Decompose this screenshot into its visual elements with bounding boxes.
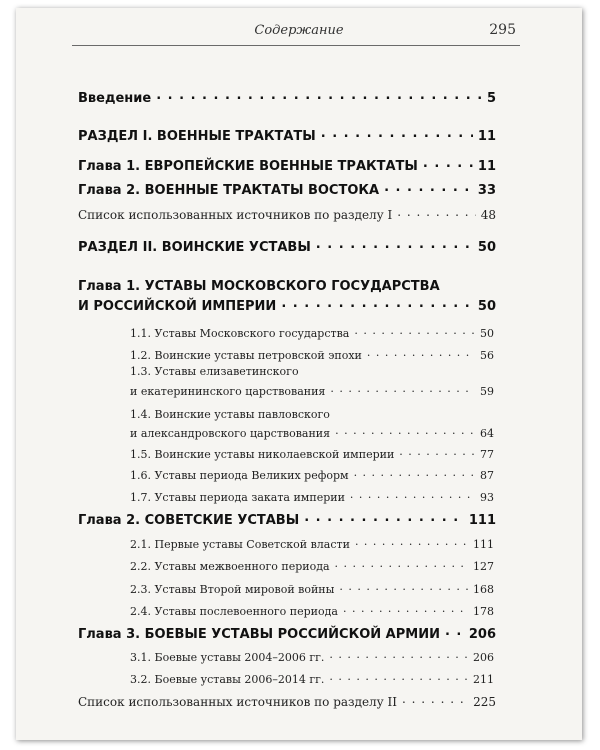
toc-subentry-2-4 bbox=[130, 603, 494, 621]
toc-subentry-1-3 bbox=[130, 383, 494, 401]
toc-entry-page: 77 bbox=[480, 448, 494, 461]
dot-leader bbox=[354, 464, 475, 478]
toc-entry-page: 59 bbox=[480, 385, 494, 398]
toc-subentry-2-3 bbox=[130, 581, 494, 599]
toc-entry-title: и екатерининского царствования bbox=[130, 385, 326, 398]
dot-leader bbox=[423, 155, 473, 169]
toc-subentry-1-6 bbox=[130, 467, 494, 485]
dot-leader bbox=[402, 690, 468, 704]
toc-subentry-1-1 bbox=[130, 325, 494, 343]
toc-entry-title: Глава 1. ЕВРОПЕЙСКИЕ ВОЕННЫЕ ТРАКТАТЫ bbox=[78, 159, 418, 174]
toc-entry-title: 1.7. Уставы периода заката империи bbox=[130, 491, 345, 504]
toc-entry-sources-2 bbox=[78, 693, 496, 711]
dot-leader bbox=[330, 380, 475, 394]
dot-leader bbox=[350, 486, 475, 500]
page-number: 295 bbox=[489, 22, 516, 38]
dot-leader bbox=[304, 509, 464, 523]
toc-entry-page: 87 bbox=[480, 469, 494, 482]
toc-entry-title: И РОССИЙСКОЙ ИМПЕРИИ bbox=[78, 299, 277, 314]
toc-entry-page: 64 bbox=[480, 427, 494, 440]
toc-entry-intro bbox=[78, 90, 496, 108]
toc-entry-title: Список использованных источников по разделу I bbox=[78, 208, 393, 222]
toc-entry-title: Список использованных источников по разделу II bbox=[78, 695, 398, 709]
toc-subentry-3-1 bbox=[130, 649, 494, 667]
toc-entry-title: Введение bbox=[78, 91, 152, 106]
toc-entry-chapter-1-2 bbox=[78, 182, 496, 200]
toc-entry-chapter-2-1 bbox=[78, 298, 496, 316]
toc-entry-title: 3.1. Боевые уставы 2004–2006 гг. bbox=[130, 651, 325, 664]
toc-entry-page: 225 bbox=[473, 695, 496, 709]
book-page bbox=[16, 8, 582, 740]
toc-entry-title: 2.2. Уставы межвоенного периода bbox=[130, 560, 330, 573]
toc-entry-sources-1 bbox=[78, 206, 496, 224]
toc-entry-section-2 bbox=[78, 239, 496, 257]
toc-entry-title: 1.6. Уставы периода Великих реформ bbox=[130, 469, 349, 482]
header-title: Содержание bbox=[254, 23, 344, 38]
toc-entry-chapter-1-1 bbox=[78, 158, 496, 176]
toc-entry-title: РАЗДЕЛ I. ВОЕННЫЕ ТРАКТАТЫ bbox=[78, 129, 316, 144]
toc-entry-page: 206 bbox=[468, 627, 496, 642]
toc-entry-page: 211 bbox=[473, 673, 494, 686]
toc-entry-title: Глава 2. СОВЕТСКИЕ УСТАВЫ bbox=[78, 513, 300, 528]
dot-leader bbox=[335, 555, 468, 569]
toc-entry-page: 206 bbox=[473, 651, 494, 664]
toc-subentry-1-5 bbox=[130, 446, 494, 464]
toc-entry-title: 1.2. Воинские уставы петровской эпохи bbox=[130, 349, 362, 362]
toc-subentry-2-1 bbox=[130, 536, 494, 554]
toc-entry-title: Глава 2. ВОЕННЫЕ ТРАКТАТЫ ВОСТОКА bbox=[78, 183, 380, 198]
toc-entry-page: 5 bbox=[486, 91, 496, 106]
toc-entry-page: 48 bbox=[480, 208, 496, 222]
toc-entry-page: 50 bbox=[477, 240, 496, 255]
dot-leader bbox=[367, 344, 475, 358]
toc-entry-title: 2.1. Первые уставы Советской власти bbox=[130, 538, 350, 551]
dot-leader bbox=[329, 646, 468, 660]
toc-entry-page: 50 bbox=[480, 327, 494, 340]
toc-entry-title: 3.2. Боевые уставы 2006–2014 гг. bbox=[130, 673, 325, 686]
toc-entry-page: 93 bbox=[480, 491, 494, 504]
toc-entry-title: 1.1. Уставы Московского государства bbox=[130, 327, 350, 340]
dot-leader bbox=[156, 87, 482, 101]
dot-leader bbox=[397, 203, 475, 217]
dot-leader bbox=[316, 236, 473, 250]
toc-entry-page: 50 bbox=[477, 299, 496, 314]
toc-subentry-3-2 bbox=[130, 671, 494, 689]
toc-entry-title: РАЗДЕЛ II. ВОИНСКИЕ УСТАВЫ bbox=[78, 240, 311, 255]
toc-entry-title: 2.4. Уставы послевоенного периода bbox=[130, 605, 338, 618]
dot-leader bbox=[354, 322, 475, 336]
table-of-contents bbox=[16, 8, 582, 740]
toc-subentry-1-4 bbox=[130, 425, 494, 443]
toc-subentry-1-4-line1: 1.4. Воинские уставы павловского bbox=[130, 408, 330, 421]
dot-leader bbox=[399, 443, 475, 457]
toc-entry-chapter-2-2 bbox=[78, 512, 496, 530]
toc-subentry-2-2 bbox=[130, 558, 494, 576]
toc-entry-title: Глава 3. БОЕВЫЕ УСТАВЫ РОССИЙСКОЙ АРМИИ bbox=[78, 627, 440, 642]
dot-leader bbox=[281, 295, 473, 309]
toc-entry-page: 111 bbox=[468, 513, 496, 528]
toc-entry-chapter-2-3 bbox=[78, 626, 496, 644]
toc-subentry-1-3-line1: 1.3. Уставы елизаветинского bbox=[130, 365, 299, 378]
dot-leader bbox=[343, 600, 468, 614]
toc-entry-section-1 bbox=[78, 128, 496, 146]
toc-entry-page: 111 bbox=[473, 538, 494, 551]
toc-entry-page: 33 bbox=[477, 183, 496, 198]
toc-entry-title: 1.5. Воинские уставы николаевской империи bbox=[130, 448, 395, 461]
toc-entry-page: 56 bbox=[480, 349, 494, 362]
toc-entry-title: и александровского царствования bbox=[130, 427, 331, 440]
toc-entry-page: 127 bbox=[473, 560, 494, 573]
toc-entry-chapter-2-1-line1: Глава 1. УСТАВЫ МОСКОВСКОГО ГОСУДАРСТВА bbox=[78, 279, 440, 294]
dot-leader bbox=[329, 668, 468, 682]
dot-leader bbox=[445, 623, 464, 637]
toc-entry-page: 11 bbox=[477, 159, 496, 174]
toc-entry-page: 11 bbox=[477, 129, 496, 144]
dot-leader bbox=[335, 422, 475, 436]
toc-entry-title: 2.3. Уставы Второй мировой войны bbox=[130, 583, 335, 596]
dot-leader bbox=[339, 578, 468, 592]
dot-leader bbox=[355, 533, 468, 547]
toc-entry-page: 168 bbox=[473, 583, 494, 596]
toc-subentry-1-7 bbox=[130, 489, 494, 507]
dot-leader bbox=[384, 179, 473, 193]
dot-leader bbox=[321, 125, 473, 139]
toc-entry-page: 178 bbox=[473, 605, 494, 618]
